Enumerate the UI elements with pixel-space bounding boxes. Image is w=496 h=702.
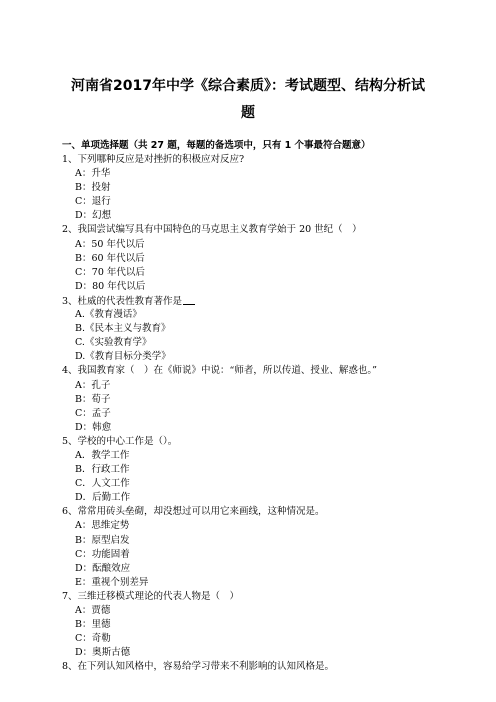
answer-option: C：功能固着 bbox=[75, 548, 130, 560]
section-heading: 一、单项选择题（共 27 题，每题的备选项中，只有 1 个事最符合题意） bbox=[62, 140, 371, 151]
answer-blank bbox=[183, 294, 195, 305]
answer-option: B：投射 bbox=[75, 182, 111, 194]
document-title-line-1: 河南省2017年中学《综合素质》：考试题型、结构分析试 bbox=[71, 78, 425, 94]
question-text bbox=[62, 294, 442, 308]
answer-option: B.《民本主义与教育》 bbox=[75, 323, 171, 335]
question-label: 6、常常用砖头垒砌，却没想过可以用它来画线，这种情况是。 bbox=[62, 506, 325, 518]
question-text bbox=[62, 590, 442, 604]
answer-option: A：思维定势 bbox=[75, 520, 130, 532]
question-label: 1、下列哪种反应是对挫折的积极应对反应? bbox=[62, 154, 245, 165]
question-text bbox=[62, 364, 442, 378]
answer-option: C：奇勒 bbox=[75, 633, 111, 645]
answer-option: A：贾德 bbox=[75, 605, 111, 616]
answer-option: C．人文工作 bbox=[75, 478, 130, 490]
answer-option: C：70 年代以后 bbox=[75, 266, 145, 278]
answer-option: C：退行 bbox=[75, 196, 111, 208]
question-text bbox=[62, 660, 442, 674]
question-text bbox=[62, 505, 442, 519]
question-text bbox=[62, 435, 442, 449]
answer-option: C：孟子 bbox=[75, 407, 111, 419]
answer-option: A.《教育漫话》 bbox=[75, 309, 142, 321]
answer-option: B：60 年代以后 bbox=[75, 252, 145, 264]
answer-option: B：里德 bbox=[75, 619, 111, 631]
answer-option: C.《实验教育学》 bbox=[75, 337, 152, 349]
answer-option: B．行政工作 bbox=[75, 464, 130, 476]
question-label: 2、我国尝试编写具有中国特色的马克思主义教育学始于 20 世纪（ ） bbox=[62, 224, 362, 236]
question-label: 7、三维迁移模式理论的代表人物是（ ） bbox=[62, 590, 240, 602]
answer-option: A：孔子 bbox=[75, 379, 111, 391]
question-label: 8、在下列认知风格中，容易给学习带来不利影响的认知风格是。 bbox=[62, 661, 335, 673]
question-text bbox=[62, 153, 442, 167]
answer-option: D：酝酿效应 bbox=[75, 562, 131, 574]
question-label: 3、杜威的代表性教育著作是 bbox=[62, 295, 183, 307]
answer-option: D：幻想 bbox=[75, 210, 112, 222]
question-text bbox=[62, 223, 442, 237]
answer-option: D．后勤工作 bbox=[75, 492, 131, 504]
answer-option: A．教学工作 bbox=[75, 449, 130, 461]
answer-option: B：荀子 bbox=[75, 393, 111, 405]
answer-option: D：80 年代以后 bbox=[75, 280, 146, 292]
question-label: 4、我国教育家（ ）在《师说》中说：“师者，所以传道、授业、解惑也。” bbox=[62, 365, 378, 377]
question-list bbox=[62, 153, 442, 674]
answer-option: D：奥斯古德 bbox=[75, 647, 131, 659]
answer-option: D.《教育目标分类学》 bbox=[75, 351, 171, 363]
answer-option: A：升华 bbox=[75, 168, 111, 180]
answer-option: D：韩愈 bbox=[75, 421, 112, 433]
question-label: 5、学校的中心工作是（）。 bbox=[62, 435, 178, 447]
document-title-line-2: 题 bbox=[241, 105, 255, 121]
answer-option: E：重视个别差异 bbox=[75, 576, 149, 588]
answer-option: B：原型启发 bbox=[75, 534, 130, 546]
answer-option: A：50 年代以后 bbox=[75, 238, 145, 250]
